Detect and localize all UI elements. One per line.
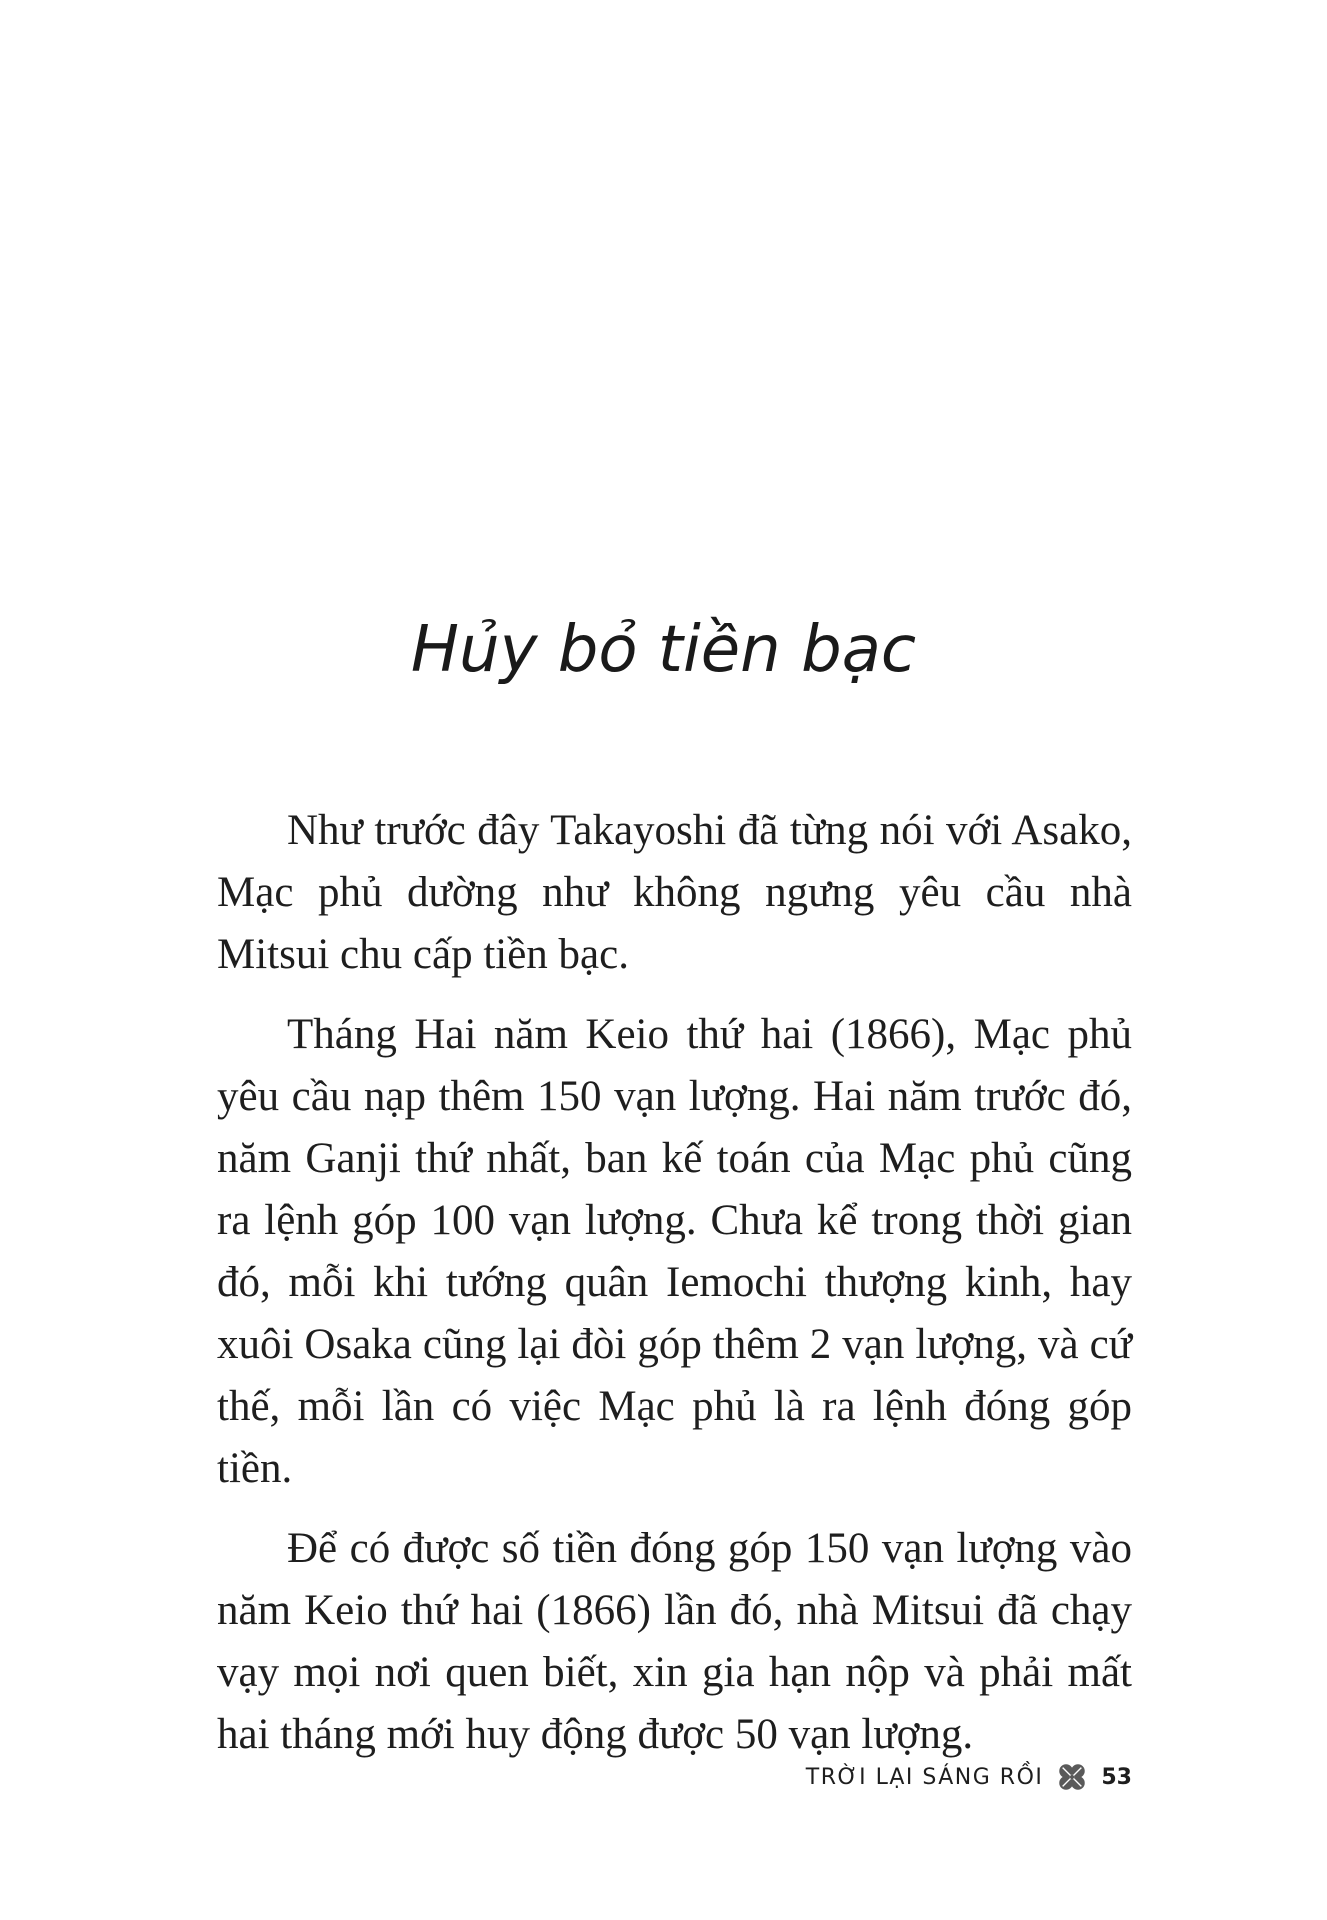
running-title: TRỜI LẠI SÁNG RỒI	[805, 1764, 1044, 1790]
paragraph: Để có được số tiền đóng góp 150 vạn lượng vào năm Keio thứ hai (1866) lần đó, nhà Mitsui đã chạy vạy mọi nơi quen biết, xin gia hạn nộp và phải mất hai tháng mới huy động được 50 vạn lượng.	[217, 1525, 1132, 1758]
paragraph: Tháng Hai năm Keio thứ hai (1866), Mạc phủ yêu cầu nạp thêm 150 vạn lượng. Hai năm trước đó, năm Ganji thứ nhất, ban kế toán của Mạc phủ cũng ra lệnh góp 100 vạn lượng. Chưa kể trong thời gian đó, mỗi khi tướng quân Iemochi thượng kinh, hay xuôi Osaka cũng lại đòi góp thêm 2 vạn lượng, và cứ thế, mỗi lần có việc Mạc phủ là ra lệnh đóng góp tiền.	[217, 1011, 1132, 1492]
body-text	[217, 800, 1132, 1784]
clover-icon	[1055, 1760, 1089, 1794]
paragraph: Như trước đây Takayoshi đã từng nói với Asako, Mạc phủ dường như không ngưng yêu cầu nhà Mitsui chu cấp tiền bạc.	[217, 807, 1132, 978]
page-number: 53	[1101, 1764, 1132, 1790]
chapter-title: Hủy bỏ tiền bạc	[410, 613, 917, 687]
page-footer	[806, 1760, 1132, 1794]
